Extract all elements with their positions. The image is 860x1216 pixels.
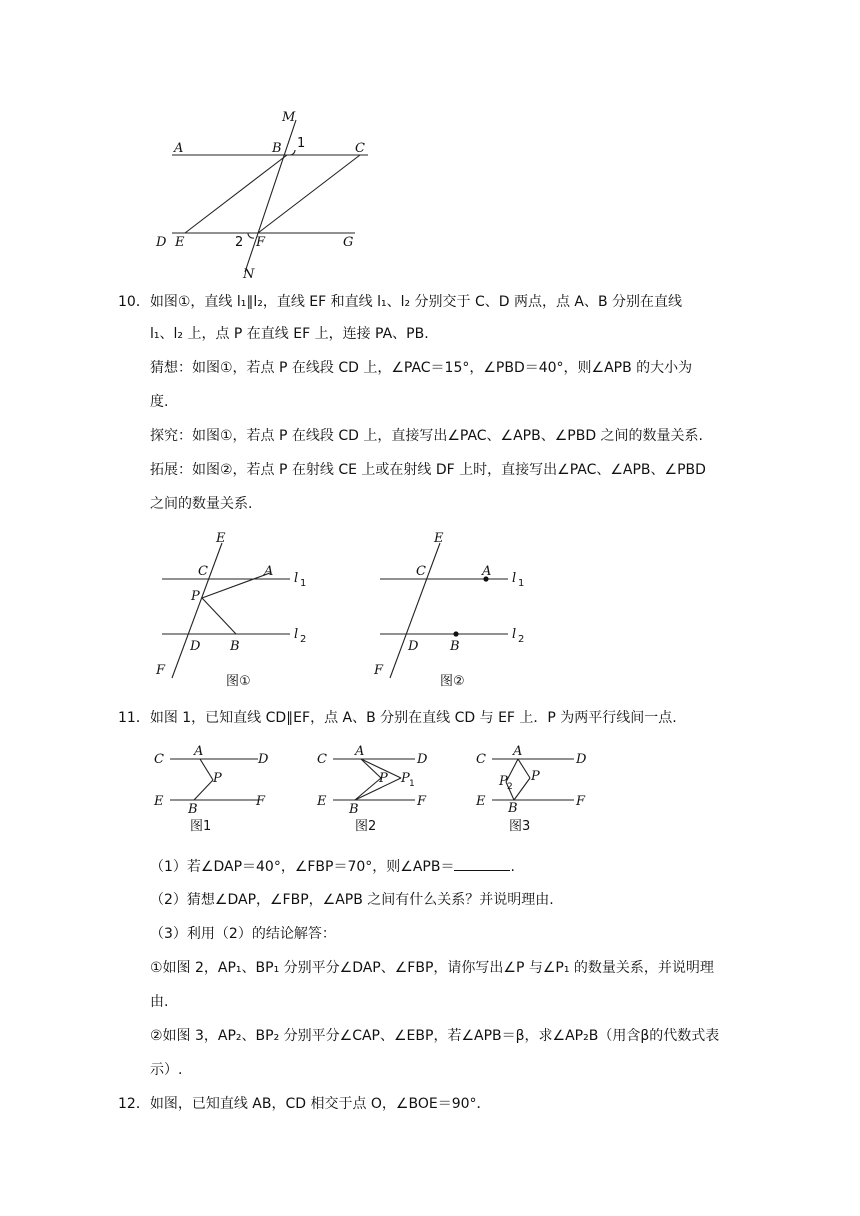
q11-part1-text: （1）若∠DAP＝40°，∠FBP＝70°，则∠APB＝ [150, 859, 455, 875]
label-P1-sub: 1 [409, 779, 415, 789]
label-D: D [258, 752, 269, 767]
q11-part1-end: . [510, 859, 515, 875]
label-C: C [476, 752, 486, 767]
label-D: D [408, 639, 419, 654]
q10-line-6: 拓展：如图②，若点 P 在射线 CE 上或在射线 DF 上时，直接写出∠PAC、∠APB、∠PBD [150, 462, 706, 478]
q10-line-3: 猜想：如图①，若点 P 在线段 CD 上，∠PAC＝15°，∠PBD＝40°，则∠APB 的大小为 [150, 360, 693, 376]
label-l1-sub: 1 [518, 578, 525, 589]
q11-line-2 [150, 856, 515, 877]
caption-figure-2: 图② [440, 674, 465, 689]
label-B: B [508, 801, 518, 816]
angle-1-label: 1 [297, 136, 306, 151]
label-C: C [355, 141, 365, 156]
label-l2: l [512, 627, 517, 642]
figure-parallel-transversal [150, 100, 390, 280]
figure-11-3 [472, 742, 607, 837]
label-P: P [531, 769, 540, 784]
label-l2-sub: 2 [300, 634, 307, 645]
label-C: C [154, 752, 164, 767]
label-P: P [213, 771, 222, 786]
label-P: P [191, 589, 200, 604]
label-C: C [198, 564, 208, 579]
q11-line-4: （3）利用（2）的结论解答： [150, 926, 336, 942]
label-F: F [417, 794, 427, 809]
label-E: E [476, 794, 486, 809]
label-A: A [355, 744, 365, 759]
label-A: A [264, 564, 274, 579]
label-D: D [156, 235, 167, 250]
label-D: D [417, 752, 428, 767]
q11-line-6: 由. [150, 994, 169, 1010]
caption-figure-1: 图① [226, 674, 251, 689]
label-N: N [243, 267, 255, 282]
q10-line-5: 探究：如图①，若点 P 在线段 CD 上，直接写出∠PAC、∠APB、∠PBD 之间的数量关系. [150, 428, 704, 444]
label-D: D [576, 752, 587, 767]
label-F: F [156, 663, 166, 678]
q11-line-8: 示）. [150, 1062, 183, 1078]
angle-2-label: 2 [235, 235, 244, 250]
q12-line-1: 12．如图，已知直线 AB，CD 相交于点 O，∠BOE＝90°． [118, 1096, 491, 1112]
label-B: B [450, 639, 460, 654]
caption-fig3: 图3 [509, 819, 531, 834]
label-F: F [576, 794, 586, 809]
label-l1: l [294, 571, 299, 586]
label-P2: P [499, 774, 508, 789]
q11-line-7: ②如图 3，AP₂、BP₂ 分别平分∠CAP、∠EBP，若∠APB＝β，求∠AP₂B（用含β的代数式表 [150, 1028, 720, 1044]
q11-line-1: 11．如图 1，已知直线 CD∥EF，点 A、B 分别在直线 CD 与 EF 上．P 为两平行线间一点. [118, 710, 677, 726]
label-E: E [175, 235, 185, 250]
label-A: A [174, 141, 184, 156]
label-C: C [317, 752, 327, 767]
label-A: A [482, 564, 492, 579]
label-F: F [256, 235, 266, 250]
answer-blank [454, 856, 510, 871]
q11-line-3: （2）猜想∠DAP，∠FBP，∠APB 之间有什么关系？并说明理由. [150, 892, 554, 908]
q10-line-7: 之间的数量关系. [150, 496, 253, 512]
label-B: B [349, 802, 359, 817]
label-E: E [154, 794, 164, 809]
label-l1-sub: 1 [300, 578, 307, 589]
label-l1: l [512, 571, 517, 586]
label-P1: P [401, 771, 410, 786]
label-D: D [190, 639, 201, 654]
label-M: M [282, 110, 296, 125]
label-E: E [216, 531, 226, 546]
label-B: B [188, 802, 198, 817]
label-E: E [434, 531, 444, 546]
figure-10-2 [368, 528, 568, 693]
label-P: P [379, 771, 388, 786]
figure-10-1 [150, 528, 350, 693]
label-A: A [194, 744, 204, 759]
label-F: F [374, 663, 384, 678]
label-P2-sub: 2 [507, 782, 513, 792]
label-E: E [317, 794, 327, 809]
label-A: A [513, 744, 523, 759]
label-F: F [256, 794, 266, 809]
label-l2: l [294, 627, 299, 642]
label-G: G [343, 235, 354, 250]
q10-line-4: 度. [150, 394, 169, 410]
q10-line-1: 10．如图①，直线 l₁∥l₂，直线 EF 和直线 l₁、l₂ 分别交于 C、D 两点，点 A、B 分别在直线 [118, 294, 683, 310]
q11-line-5: ①如图 2，AP₁、BP₁ 分别平分∠DAP、∠FBP，请你写出∠P 与∠P₁ 的数量关系，并说明理 [150, 960, 714, 976]
label-C: C [416, 564, 426, 579]
figure-11-2 [313, 742, 448, 837]
q10-line-2: l₁、l₂ 上，点 P 在直线 EF 上，连接 PA、PB. [150, 326, 429, 342]
caption-fig1: 图1 [190, 819, 212, 834]
figure-11-1 [150, 742, 280, 837]
label-B: B [230, 639, 240, 654]
label-l2-sub: 2 [518, 634, 525, 645]
label-B: B [272, 141, 282, 156]
caption-fig2: 图2 [355, 819, 377, 834]
